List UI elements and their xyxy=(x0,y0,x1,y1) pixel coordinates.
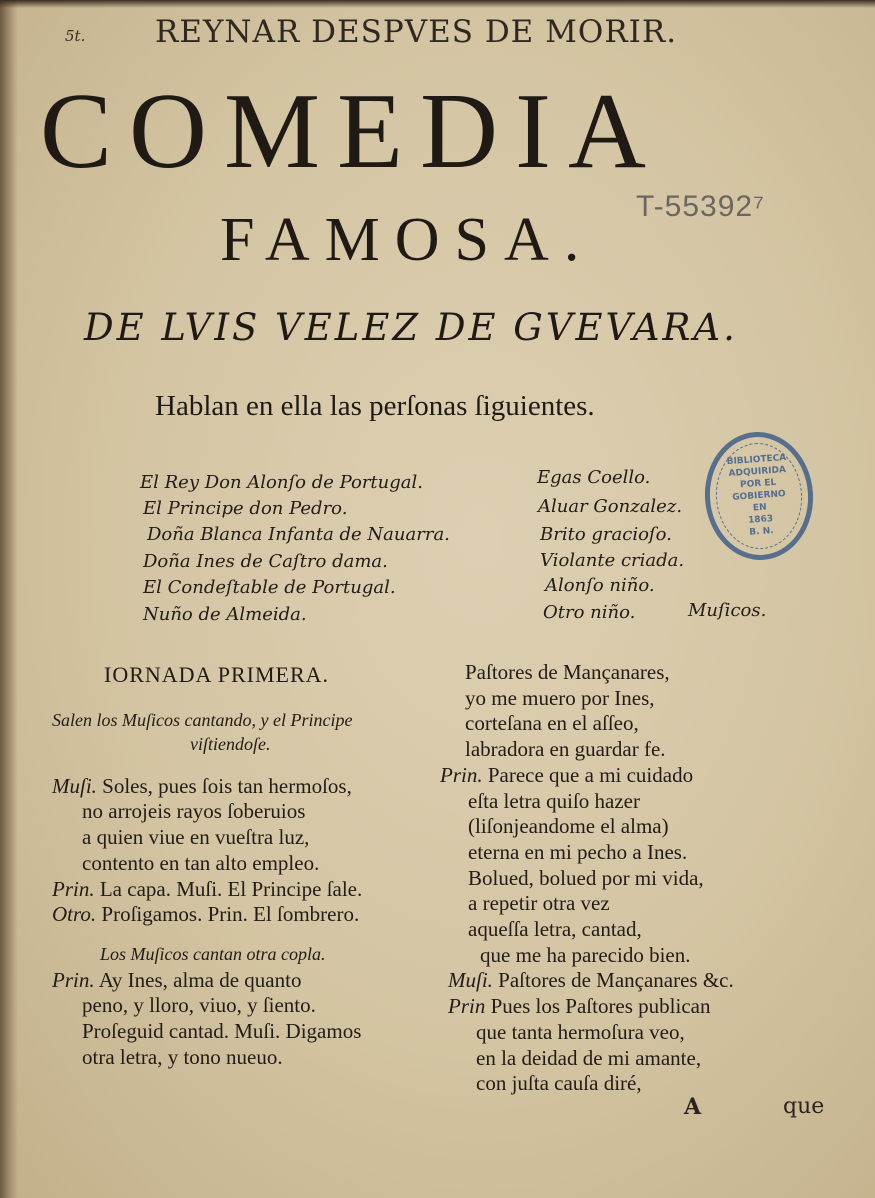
verse-line xyxy=(52,774,442,800)
verse-line xyxy=(440,943,840,969)
verse-block xyxy=(52,968,442,1071)
cast-item-musicians: Muſicos. xyxy=(688,600,767,621)
left-text-column xyxy=(52,662,442,1070)
verse-text: corteſana en el aſſeo, xyxy=(465,711,639,736)
speaker-label: Prin xyxy=(448,994,486,1019)
verse-text: yo me muero por Ines, xyxy=(465,685,655,710)
cast-item: Aluar Gonzalez. xyxy=(538,496,683,517)
verse-block xyxy=(52,774,442,928)
verse-line xyxy=(52,825,442,851)
verse-text: Parece que a mi cuidado xyxy=(487,762,694,787)
catchword: que xyxy=(783,1094,825,1119)
verse-text: aqueſſa letra, cantad, xyxy=(468,917,642,942)
verse-line xyxy=(440,891,840,917)
verse-text: que me ha parecido bien. xyxy=(480,942,691,967)
verse-line xyxy=(52,851,442,877)
act-title: IORNADA PRIMERA. xyxy=(104,662,330,687)
cast-item: El Rey Don Alonſo de Portugal. xyxy=(140,472,423,493)
cast-item: Doña Blanca Infanta de Nauarra. xyxy=(147,524,450,545)
library-stamp xyxy=(701,428,818,563)
handwritten-catalog-number: T-55392⁷ xyxy=(636,190,765,223)
running-title: REYNAR DESPVES DE MORIR. xyxy=(155,14,678,50)
title-comedia: COMEDIA xyxy=(40,72,663,191)
cast-item: El Principe don Pedro. xyxy=(143,498,348,519)
verse-text: no arrojeis rayos ſoberuios xyxy=(82,799,306,824)
speaker-label: Muſi. xyxy=(52,773,97,798)
stage-direction: viſtiendoſe. xyxy=(190,733,271,754)
verse-text: contento en tan alto empleo. xyxy=(82,850,320,875)
cast-item: Alonſo niño. xyxy=(545,575,655,596)
verse-line xyxy=(440,840,840,866)
verse-text: a quien viue en vueſtra luz, xyxy=(82,825,310,850)
verse-line xyxy=(440,1071,840,1097)
verse-line xyxy=(440,763,840,789)
speaker-label: Otro. xyxy=(52,902,97,927)
verse-line xyxy=(440,866,840,892)
page-top-shadow xyxy=(0,0,875,8)
verse-text: Pues los Paſtores publican xyxy=(490,994,711,1019)
verse-text: con juſta cauſa diré, xyxy=(476,1071,642,1096)
stamp-line: B. N. xyxy=(749,526,775,538)
cast-item: Nuño de Almeida. xyxy=(143,604,307,625)
verse-text: (liſonjeandome el alma) xyxy=(468,814,669,839)
speaker-label: Prin. xyxy=(52,967,95,992)
verse-line xyxy=(52,993,442,1019)
stage-direction: Los Muſicos cantan otra copla. xyxy=(100,943,326,964)
verse-line xyxy=(440,789,840,815)
verse-text: Paſtores de Mançanares &c. xyxy=(498,968,734,993)
stamp-line: ADQUIRIDA xyxy=(728,465,787,480)
verse-line xyxy=(440,737,840,763)
cast-item: Violante criada. xyxy=(540,550,685,571)
speakers-heading: Hablan en ella las perſonas ſiguientes. xyxy=(155,390,595,422)
verse-text: otra letra, y tono nueuo. xyxy=(82,1044,283,1069)
verse-line xyxy=(52,968,442,994)
verse-text: Ay Ines, alma de quanto xyxy=(98,967,302,992)
verse-line xyxy=(440,1020,840,1046)
verse-line xyxy=(52,902,442,928)
verse-text: Proſigamos. Prin. El ſombrero. xyxy=(101,902,360,927)
verse-line xyxy=(440,711,840,737)
verse-line xyxy=(52,799,442,825)
title-famosa: FAMOSA. xyxy=(220,206,595,274)
handwritten-shelfmark: 5t. xyxy=(65,27,86,45)
stamp-line: 1863 xyxy=(747,514,774,526)
right-text-column xyxy=(440,660,840,1097)
verse-text: eſta letra quiſo hazer xyxy=(468,788,640,813)
verse-line xyxy=(440,814,840,840)
verse-line xyxy=(440,686,840,712)
verse-line xyxy=(52,877,442,903)
verse-text: eterna en mi pecho a Ines. xyxy=(468,839,688,864)
verse-text: La capa. Muſi. El Principe ſale. xyxy=(99,876,363,901)
verse-line xyxy=(52,1045,442,1071)
verse-text: Proſeguid cantad. Muſi. Digamos xyxy=(82,1019,362,1044)
verse-text: labradora en guardar fe. xyxy=(465,737,666,762)
speaker-label: Prin. xyxy=(52,876,95,901)
cast-item: Otro niño. xyxy=(543,602,636,623)
speaker-label: Prin. xyxy=(440,762,483,787)
verse-text: peno, y lloro, viuo, y ſiento. xyxy=(82,993,316,1018)
author-line: DE LVIS VELEZ DE GVEVARA. xyxy=(84,306,738,349)
verse-text: Bolued, bolued por mi vida, xyxy=(468,865,704,890)
verse-text: Soles, pues ſois tan hermoſos, xyxy=(102,773,352,798)
verse-text: a repetir otra vez xyxy=(468,891,610,916)
stamp-line: POR EL xyxy=(739,477,777,491)
cast-item: El Condeſtable de Portugal. xyxy=(143,577,396,598)
cast-item: Brito gracioſo. xyxy=(540,524,672,545)
speaker-label: Muſi. xyxy=(448,968,493,993)
page-edge-shadow xyxy=(0,0,18,1198)
stamp-line: BIBLIOTECA xyxy=(726,453,787,468)
cast-item: Egas Coello. xyxy=(537,467,651,488)
verse-line xyxy=(52,1019,442,1045)
verse-text: que tanta hermoſura veo, xyxy=(476,1019,685,1044)
verse-line xyxy=(440,1046,840,1072)
cast-item: Doña Ines de Caſtro dama. xyxy=(143,551,388,572)
stage-direction: Salen los Muſicos cantando, y el Principe xyxy=(52,709,353,730)
verse-text: en la deidad de mi amante, xyxy=(476,1045,702,1070)
verse-line xyxy=(440,660,840,686)
stamp-line: EN xyxy=(752,502,768,514)
verse-text: Paſtores de Mançanares, xyxy=(465,660,670,684)
verse-line xyxy=(440,968,840,994)
signature-mark: A xyxy=(684,1094,702,1120)
stamp-line: GOBIERNO xyxy=(731,489,787,503)
verse-line xyxy=(440,994,840,1020)
verse-line xyxy=(440,917,840,943)
